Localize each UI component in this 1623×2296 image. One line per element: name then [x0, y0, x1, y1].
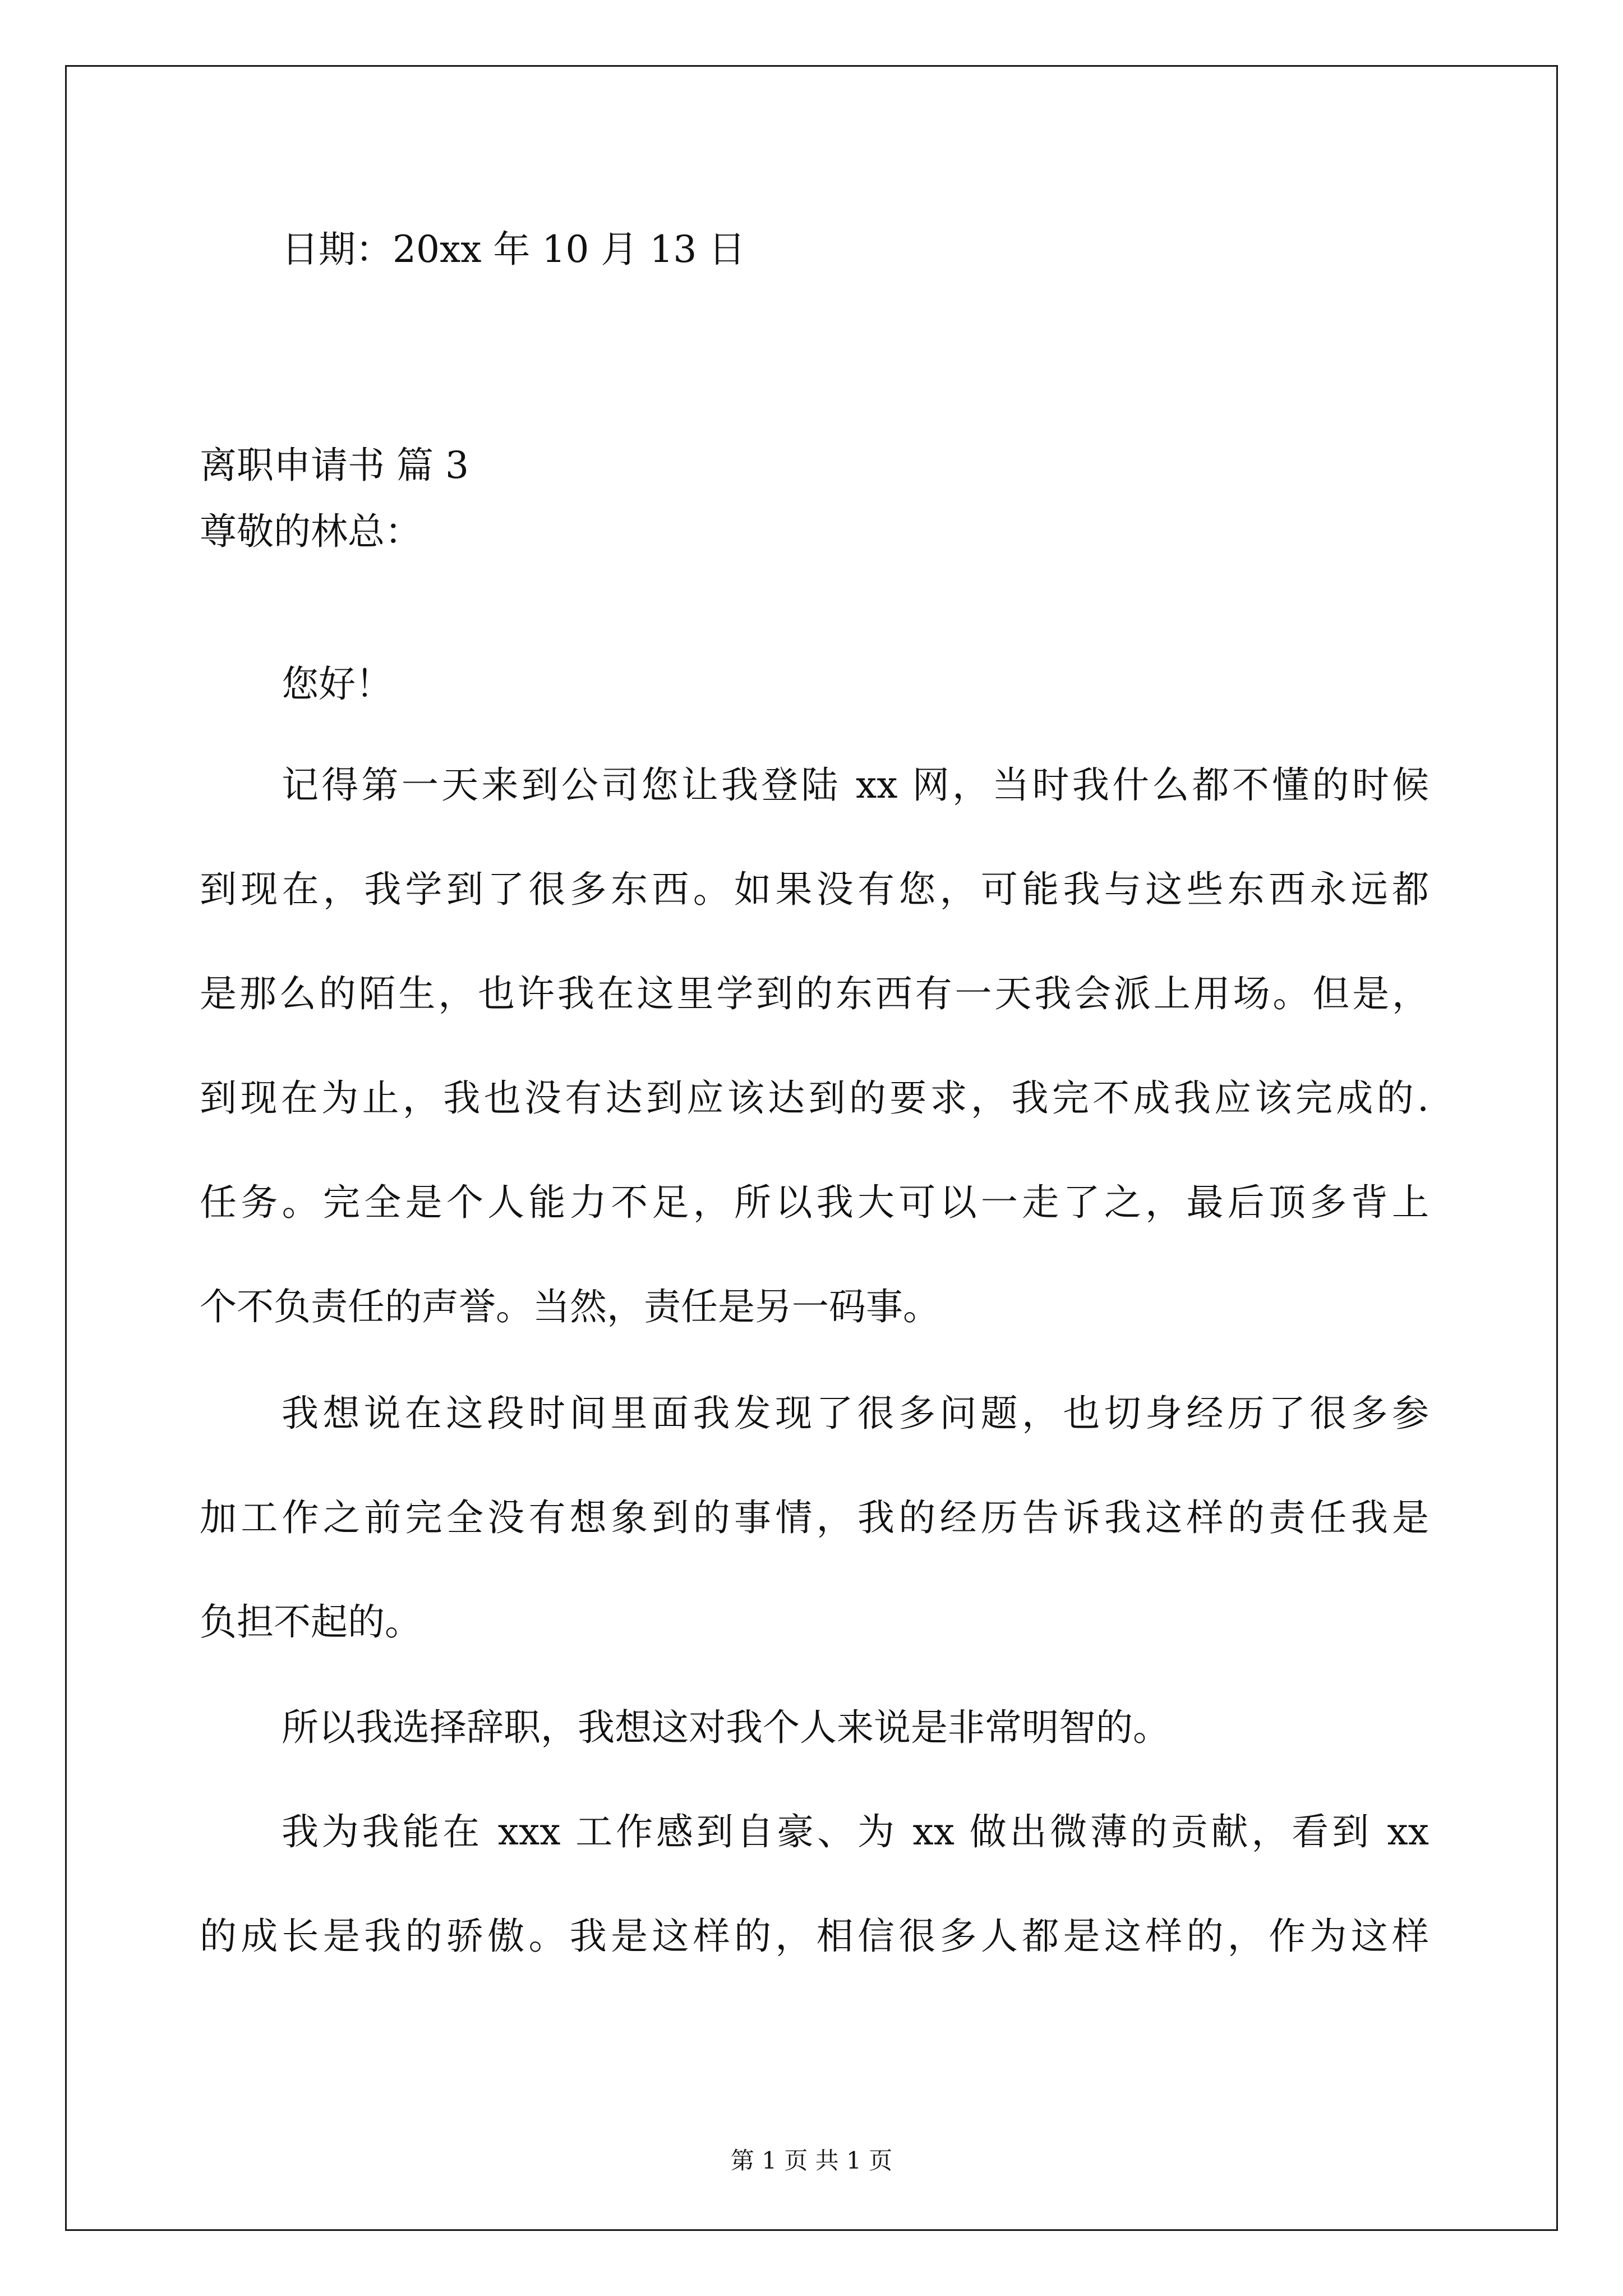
paragraph-line: 到现在，我学到了很多东西。如果没有您，可能我与这些东西永远都 — [200, 868, 1429, 911]
page-footer: 第 1 页 共 1 页 — [730, 2147, 893, 2174]
paragraph-line: 记得第一天来到公司您让我登陆 xx 网，当时我什么都不懂的时候 — [282, 763, 1429, 807]
paragraph-line: 任务。完全是个人能力不足，所以我大可以一走了之，最后顶多背上 — [200, 1181, 1429, 1224]
paragraph-line: 我想说在这段时间里面我发现了很多问题，也切身经历了很多参 — [282, 1392, 1429, 1435]
paragraph-line: 加工作之前完全没有想象到的事情，我的经历告诉我这样的责任我是 — [200, 1496, 1429, 1539]
salutation: 尊敬的林总： — [200, 510, 422, 553]
section-title: 离职申请书 篇 3 — [200, 444, 469, 487]
paragraph-line: 我为我能在 xxx 工作感到自豪、为 xx 做出微薄的贡献，看到 xx — [282, 1810, 1429, 1853]
greeting: 您好！ — [282, 662, 393, 706]
paragraph-line: 负担不起的。 — [200, 1600, 422, 1644]
paragraph-line: 个不负责任的声誉。当然，责任是另一码事。 — [200, 1285, 940, 1328]
paragraph-line: 的成长是我的骄傲。我是这样的，相信很多人都是这样的，作为这样 — [200, 1915, 1429, 1958]
page-border — [65, 65, 1558, 2231]
paragraph-line: 到现在为止，我也没有达到应该达到的要求，我完不成我应该完成的. — [200, 1076, 1429, 1120]
paragraph-line: 所以我选择辞职，我想这对我个人来说是非常明智的。 — [282, 1706, 1170, 1749]
paragraph-line: 是那么的陌生，也许我在这里学到的东西有一天我会派上用场。但是， — [200, 972, 1429, 1015]
date-line: 日期：20xx 年 10 月 13 日 — [282, 228, 746, 271]
